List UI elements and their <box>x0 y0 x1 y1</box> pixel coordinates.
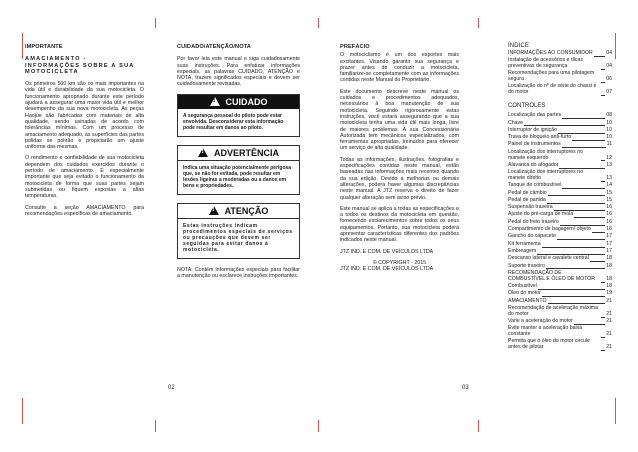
toc-entry-title: Recomendação de aceleração máxima do motor <box>508 304 598 317</box>
toc-entry-leader <box>560 220 605 226</box>
toc-entry-leader <box>562 113 605 119</box>
toc-entry-page: 12 <box>606 154 612 161</box>
crop-mark <box>615 33 616 59</box>
toc-entry-page: 19 <box>606 290 612 297</box>
toc-entry-leader <box>574 212 605 218</box>
toc-entry <box>508 205 612 211</box>
toc-entry-page: 11 <box>606 141 612 148</box>
toc-entry <box>508 242 612 248</box>
toc-entry-page: 15 <box>606 189 612 196</box>
toc-entry-title: Pedal de partida <box>508 196 546 203</box>
toc-entry-page: 16 <box>606 218 612 225</box>
toc-entry-title: Localização dos interruptores no manete direito <box>508 169 583 181</box>
toc-entry-page: 15 <box>606 196 612 203</box>
toc-entry-title: Localização das partes <box>508 112 562 119</box>
toc-entry-page: 17 <box>606 240 612 247</box>
toc-entry-leader <box>601 277 605 283</box>
paragraph: Este manual se aplica a todas as especificações e a todos os destinos da motocicleta em questão, fornecendo esclarecimentos sobre todos os seus equipamentos. Portanto, sua motocicleta poderá apresentar características diferentes dos padrões indicados neste manual. <box>340 205 459 244</box>
toc-entry-page: 07 <box>606 89 612 96</box>
toc-entry-title: Suspensão traseira <box>508 204 553 211</box>
toc-entry-page: 18 <box>606 262 612 269</box>
toc-entry-leader <box>548 298 606 304</box>
cuidado-box-text: A segurança pessoal do piloto pode estar envolvida. Desconsiderar esta informação pode resultar em danos ao piloto. <box>183 112 284 131</box>
nota-paragraph: NOTA: Contém informações especiais para facilitar a manutenção ou esclarece instruções importantes. <box>177 266 300 280</box>
toc-entry-leader <box>554 205 606 211</box>
toc-entry <box>508 198 612 204</box>
toc-entry-title: Óleo do motor <box>508 290 541 297</box>
crop-mark <box>155 18 156 28</box>
toc-entry-leader <box>574 319 605 325</box>
paragraph: Os primeiros 500 km são os mais importantes na vida útil e durabilidade da sua motocicleta. O funcionamento apropriado durante este período ajudará a assegurar uma maior vida útil e melhor desempenho da sua nova motocicleta. As peças Haojue são fabricadas com materiais de alta qualidade, sendo usinadas de acordo com tolerâncias mínimas. Com um processo de amaciamento adequado, as superfícies das partes polidas se polirão e propiciarão um ajuste uniforme das mesmas. <box>25 81 144 151</box>
toc-entry-page: 06 <box>606 76 612 83</box>
paragraph: Consulte a seção AMACIAMENTO para recomendações específicas de amaciamento. <box>25 204 144 217</box>
toc-entry-title: Embreagem <box>508 247 537 254</box>
crop-mark <box>22 33 23 59</box>
toc-entry <box>508 170 612 182</box>
toc-entry-page: 10 <box>606 126 612 133</box>
paragraph: O motociclismo é um dos esportes mais excitantes. Visando garantir sua segurança e prazer antes de conduzir a motocicleta, familiarize-se completamente com as informações contidas neste Manual do Proprietário. <box>340 52 459 84</box>
copyright-company: JTZ IND. E COM. DE VEÍCULOS LTDA <box>340 266 434 273</box>
atencao-box <box>177 203 300 259</box>
warning-icon <box>209 206 219 215</box>
importante-heading: IMPORTANTE <box>25 44 63 50</box>
toc-entry <box>508 128 612 134</box>
indice-heading: ÍNDICE <box>508 43 529 49</box>
toc-entry-leader <box>572 135 605 141</box>
cuidado-box <box>177 94 300 137</box>
toc-entry-title: Localização do nº de série do chassi e do motor <box>508 83 597 96</box>
toc-entry-title: RECOMENDAÇÃO DE COMBUSTÍVEL E ÓLEO DE MOTOR <box>508 269 596 282</box>
toc-entry-title: Varie a aceleração do motor <box>508 317 573 324</box>
cuidado-column <box>177 44 300 284</box>
toc-entry-title: Evite manter a aceleração baixa constante <box>508 325 583 338</box>
toc-entry <box>508 220 612 226</box>
atencao-box-title: ATENÇÃO <box>224 205 269 216</box>
toc-list <box>508 113 612 351</box>
toc-entry <box>508 271 612 283</box>
toc-entry-leader <box>524 120 605 126</box>
toc-entry-page: 14 <box>606 182 612 189</box>
toc-entry <box>508 212 612 218</box>
toc-entry-title: Chave <box>508 119 523 126</box>
cuidado-box-title: CUIDADO <box>225 96 268 107</box>
paragraph: O rendimento e confiabilidade de sua motocicleta dependem dos cuidados exercidos durante o período de amaciamento. É especialmente importante que seja evitado o funcionamento da motocicleta de forma que suas partes sejam submetidas ou fiquem expostas a altas temperaturas. <box>25 155 144 200</box>
toc-entry-title: Painel de instrumentos <box>508 141 561 148</box>
toc-entry-leader <box>562 183 605 189</box>
toc-entry-page: 21 <box>606 317 612 324</box>
toc-entry-title: Interruptor de ignição <box>508 126 558 133</box>
toc-entry-title: Pedal do freio traseiro <box>508 218 559 225</box>
toc-entry-page: 21 <box>606 344 612 351</box>
amaciamento-subheading: AMACIAMENTO - INFORMAÇÕES SOBRE A SUA MOTOCICLETA <box>25 56 135 75</box>
toc-entry-page: 17 <box>606 233 612 240</box>
page-number-left: 02 <box>168 385 175 391</box>
toc-entry-page: 16 <box>606 204 612 211</box>
toc-entry <box>508 284 612 290</box>
toc-entry-leader <box>590 256 605 262</box>
toc-entry-title: Suporte traseiro <box>508 262 545 269</box>
toc-entry-page: 08 <box>606 112 612 119</box>
toc-entry <box>508 58 612 70</box>
toc-entry <box>508 234 612 240</box>
toc-entry-leader <box>557 234 605 240</box>
toc-entry-leader <box>601 332 605 338</box>
toc-entry <box>508 326 612 338</box>
toc-entry-page: 17 <box>606 247 612 254</box>
toc-entry-title: Compartimento de bagagem/ objeto <box>508 226 591 233</box>
toc-entry-title: Kit ferramenta <box>508 240 541 247</box>
importante-column <box>25 44 144 222</box>
toc-entry-page: 04 <box>606 50 612 56</box>
paragraph: Este documento descreve neste manual os cuidados e procedimentos adequados, necessários à boa manutenção de sua motocicleta. Seguindo rigorosamente estas instruções, você estará assegurando que a sua motocicleta tenha uma vida útil mais longa, livre de maiores problemas. A sua Concessionária Autorizada tem mecânicos especializados, com ferramentas apropriadas, treinados para oferecer um serviço de alta qualidade. <box>340 88 459 152</box>
toc-entry-title: Recomendações para uma pilotagem segura <box>508 70 595 83</box>
atencao-box-text: Estas instruções indicam procedimentos especiais de serviços ou precauções que devem ser seguidas para evitar danos à motocicleta. <box>183 222 293 253</box>
crop-mark <box>615 398 616 424</box>
toc-entry <box>508 51 612 57</box>
toc-entry <box>508 339 612 351</box>
toc-entry-page: 18 <box>606 255 612 262</box>
toc-entry-page: 21 <box>606 297 612 304</box>
warning-icon <box>210 97 220 106</box>
toc-entry-page: 21 <box>606 310 612 317</box>
toc-entry-title: Localização dos interruptores no manete esquerdo <box>508 148 583 161</box>
toc-entry-leader <box>546 263 605 269</box>
toc-entry <box>508 319 612 325</box>
toc-entry-page: 13 <box>606 174 612 181</box>
toc-entry-leader <box>562 142 606 148</box>
toc-entry-leader <box>592 227 605 233</box>
toc-entry <box>508 113 612 119</box>
toc-entry <box>508 190 612 196</box>
toc-entry-title: Gancho do capacete <box>508 233 556 240</box>
warning-icon <box>198 148 208 157</box>
toc-entry-page: 04 <box>606 63 612 70</box>
paragraph: Todas as informações, ilustrações, fotografias e especificações contidas neste manual, estão baseadas nas informações mais recentes quando da sua edição. Devido a melhorias ou demais alterações, poderá haver algumas discrepâncias neste manual. A JTZ reserva o direito de fazer qualquer alteração sem aviso prévio. <box>340 156 459 201</box>
toc-entry <box>508 183 612 189</box>
toc-entry-title: Permita que o óleo do motor circule antes de pilotar <box>508 338 590 351</box>
toc-entry-title: INFORMAÇÕES AO CONSUMIDOR <box>508 50 593 56</box>
toc-entry-title: Pedal de câmbio <box>508 189 547 196</box>
toc-entry-title: Combustível <box>508 282 537 289</box>
toc-entry-leader <box>601 155 605 161</box>
toc-entry-title: Ajuste do pré-carga de mola <box>508 211 574 218</box>
advertencia-box-header <box>178 146 299 161</box>
footer-company: JTZ IND. E COM. DE VEÍCULOS LTDA <box>340 248 434 255</box>
toc-entry <box>508 298 612 304</box>
toc-entry <box>508 120 612 126</box>
indice-column <box>508 44 612 352</box>
toc-entry <box>508 163 612 169</box>
advertencia-box-title: ADVERTÊNCIA <box>213 147 279 158</box>
toc-entry <box>508 135 612 141</box>
toc-entry-leader <box>601 345 605 351</box>
crop-mark <box>318 420 319 432</box>
toc-entry-leader <box>601 77 605 83</box>
crop-mark <box>478 18 479 28</box>
toc-list <box>508 51 612 96</box>
intro-paragraph: Por favor leia este manual e siga cuidadosamente suas instruções. Para enfatizar informações especiais, as palavras CUIDADO, ATENÇÃO e NOTA, trazem significados especiais e devem ser cuidadosamente revisadas. <box>177 56 300 88</box>
controles-heading: CONTROLES <box>508 103 546 110</box>
crop-mark <box>478 420 479 432</box>
toc-entry-leader <box>548 190 606 196</box>
copyright-text: © COPYRIGHT - 2015 <box>372 259 427 266</box>
toc-entry-leader <box>538 284 605 290</box>
cuidado-box-header <box>178 95 299 109</box>
toc-entry-title: AMACIAMENTO <box>508 297 547 304</box>
toc-entry-leader <box>601 64 605 70</box>
crop-mark <box>155 420 156 432</box>
toc-entry-leader <box>537 249 605 255</box>
toc-entry-leader <box>558 128 605 134</box>
prefacio-column <box>340 44 459 273</box>
toc-entry-title: Tanque de combustível <box>508 182 562 189</box>
advertencia-box-text: Indica uma situação potencialmente perigosa que, se não for evitada, pode resultar em lesões ligeiras a moderadas ou a danos em bens e propriedades. <box>183 164 292 189</box>
toc-entry-leader <box>601 176 605 182</box>
toc-entry-leader <box>542 291 605 297</box>
toc-entry-title: Instalação de acessórios e dicas preventivas de segurança <box>508 57 583 70</box>
toc-entry-title: Descanso lateral e cavalete central <box>508 255 589 262</box>
toc-entry <box>508 256 612 262</box>
toc-entry-title: Alavanca do afogador <box>508 161 559 168</box>
toc-entry-page: 16 <box>606 211 612 218</box>
atencao-box-header <box>178 204 299 219</box>
toc-entry-page: 21 <box>606 331 612 338</box>
toc-entry-leader <box>601 312 605 318</box>
toc-entry-leader <box>594 51 605 57</box>
toc-entry <box>508 249 612 255</box>
advertencia-box <box>177 145 300 195</box>
toc-entry-page: 18 <box>606 282 612 289</box>
toc-entry <box>508 306 612 318</box>
crop-mark <box>318 18 319 28</box>
toc-entry-page: 10 <box>606 119 612 126</box>
prefacio-heading: PREFÁCIO <box>340 44 370 50</box>
toc-entry-leader <box>547 198 605 204</box>
toc-entry <box>508 142 612 148</box>
toc-entry <box>508 227 612 233</box>
toc-entry-title: Trava de bloqueio anti-furto <box>508 134 572 141</box>
toc-entry-page: 18 <box>606 275 612 282</box>
toc-entry-page: 16 <box>606 226 612 233</box>
toc-entry <box>508 150 612 162</box>
toc-entry <box>508 71 612 83</box>
crop-mark <box>22 398 23 424</box>
cuidado-heading: CUIDADO/ATENÇÃO/NOTA <box>177 44 251 50</box>
toc-entry <box>508 84 612 96</box>
toc-entry-leader <box>542 242 606 248</box>
toc-entry-page: 13 <box>606 161 612 168</box>
toc-entry-leader <box>601 90 605 96</box>
toc-entry-page: 10 <box>606 134 612 141</box>
page-number-right: 03 <box>462 385 469 391</box>
toc-entry <box>508 291 612 297</box>
toc-entry <box>508 263 612 269</box>
toc-entry-leader <box>559 163 605 169</box>
